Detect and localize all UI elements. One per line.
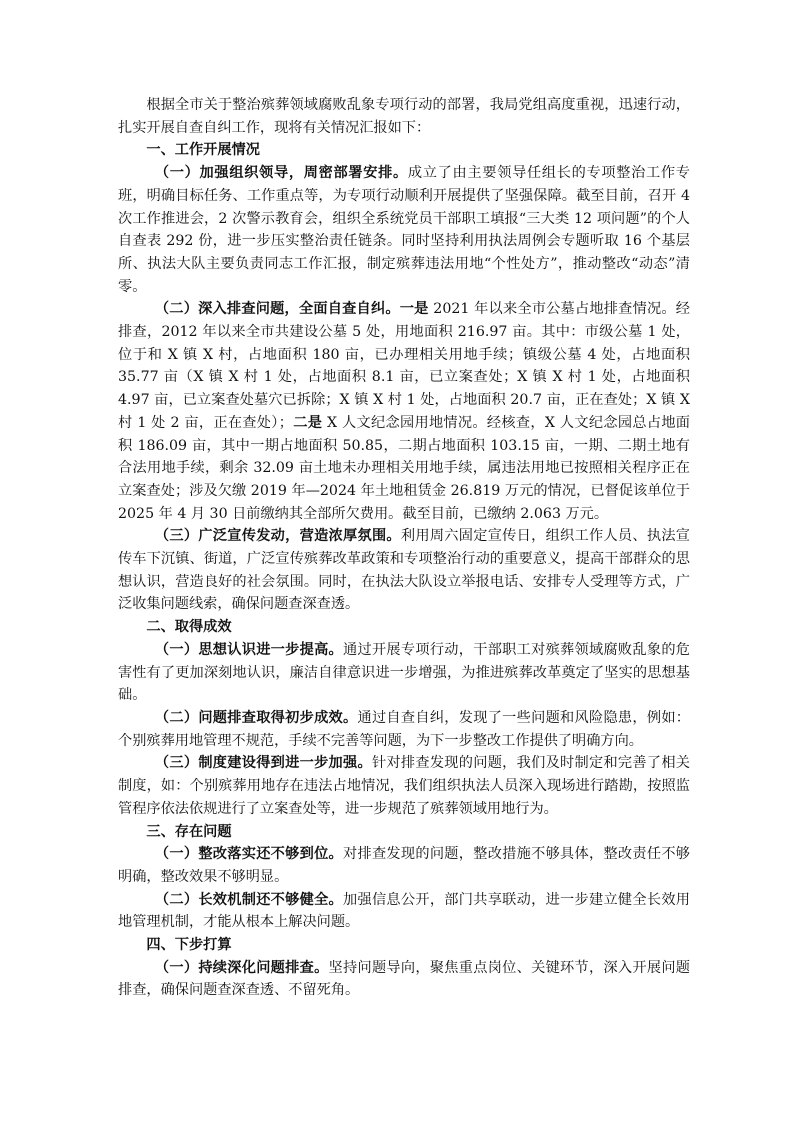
paragraph-body: 通过开展专项行动，干部职工对殡葬领域腐败乱象的危害性有了更加深刻地认识，廉洁自律意识进一步增强，为推进殡葬改革奠定了坚实的思想基础。 (118, 641, 690, 704)
subheading: （三）制度建设得到进一步加强。 (154, 755, 372, 772)
section-heading-1: 一、工作开展情况 (146, 142, 260, 159)
section-heading-3: 三、存在问题 (146, 823, 232, 840)
subheading: （一）整改落实还不够到位。 (154, 846, 344, 863)
subheading: （三）广泛宣传发动，营造浓厚氛围。 (154, 528, 401, 545)
paragraph-body: 加强信息公开，部门共享联动，进一步建立健全长效用地管理机制，才能从根本上解决问题。 (118, 891, 690, 931)
paragraph-body: 2021 年以来全市公墓占地排查情况。经排查，2012 年以来全市共建设公墓 5 处，用地面积 216.97 亩。其中：市级公墓 1 处，位于和 X 镇 X 村，占地面积 180 亩，已办理相关用地手续；镇级公墓 4 处，占地面积 35.77 亩（X 镇 X 村 1 处，占地面积 8.1 亩，已立案查处；X 镇 X 村 1 处，占地面积 4.97 亩，已立案查处墓穴已拆除；X 镇 X 村 1 处，占地面积 20.7 亩，正在查处；X 镇 X 村 1 处 2 亩，正在查处）； (118, 301, 690, 431)
section-heading-2: 二、取得成效 (146, 619, 232, 636)
subheading: （二）深入排查问题，全面自查自纠。 (154, 301, 400, 318)
paragraph-body: X 人文纪念园用地情况。经核查，X 人文纪念园总占地面积 186.09 亩，其中一期占地面积 50.85，二期占地面积 103.15 亩，一期、二期土地有合法用地手续，剩余 32.09 亩土地未办理相关用地手续，属违法用地已按照相关程序正在立案查处；涉及欠缴 2019 年—2024 年土地租赁金 26.819 万元的情况，已督促该单位于 2025 年 4 月 30 日前缴纳其全部所欠费用。截至目前，已缴纳 2.063 万元。 (118, 414, 690, 522)
paragraph-1-3 (118, 525, 690, 616)
subheading: （二）问题排查取得初步成效。 (154, 709, 358, 726)
paragraph-2-1 (118, 639, 690, 707)
subheading: （一）持续深化问题排查。 (154, 959, 329, 976)
paragraph-2-3 (118, 752, 690, 820)
document-page (118, 94, 690, 1002)
paragraph-body: 通过自查自纠，发现了一些问题和风险隐患，例如：个别殡葬用地管理不规范，手续不完善等问题，为下一步整改工作提供了明确方向。 (118, 709, 690, 749)
paragraph-1-2 (118, 298, 690, 525)
subheading: （二）长效机制还不够健全。 (154, 891, 344, 908)
paragraph-1-1 (118, 162, 690, 298)
lead-word: 一是 (399, 301, 429, 318)
paragraph-body: 针对排查发现的问题，我们及时制定和完善了相关制度，如：个别殡葬用地存在违法占地情况，我们组织执法人员深入现场进行踏勘，按照监管程序依法依规进行了立案查处等，进一步规范了殡葬领域用地行为。 (118, 755, 690, 817)
subheading: （一）思想认识进一步提高。 (154, 641, 344, 658)
paragraph-4-1 (118, 957, 690, 1002)
paragraph-body: 坚持问题导向，聚焦重点岗位、关键环节，深入开展问题排查，确保问题查深查透、不留死角。 (118, 959, 690, 999)
paragraph-3-1 (118, 843, 690, 888)
paragraph-3-2 (118, 889, 690, 934)
paragraph-2-2 (118, 707, 690, 752)
section-heading-4: 四、下步打算 (146, 937, 232, 954)
paragraph-body: 对排查发现的问题，整改措施不够具体，整改责任不够明确，整改效果不够明显。 (118, 846, 690, 885)
paragraph-body: 利用周六固定宣传日，组织工作人员、执法宣传车下沉镇、街道，广泛宣传殡葬改革政策和专项整治行动的重要意义，提高干部群众的思想认识，营造良好的社会氛围。同时，在执法大队设立举报电话、安排专人受理等方式，广泛收集问题线索，确保问题查深查透。 (118, 528, 690, 613)
subheading: （一）加强组织领导，周密部署安排。 (154, 165, 408, 182)
intro-paragraph: 根据全市关于整治殡葬领域腐败乱象专项行动的部署，我局党组高度重视，迅速行动，扎实开展自查自纠工作，现将有关情况汇报如下： (118, 97, 690, 136)
paragraph-body: 成立了由主要领导任组长的专项整治工作专班，明确目标任务、工作重点等，为专项行动顺利开展提供了坚强保障。截至目前，召开 4 次工作推进会，2 次警示教育会，组织全系统党员干部职工填报“三大类 12 项问题”的个人自查表 292 份，进一步压实整治责任链条。同时坚持利用执法周例会专题听取 16 个基层所、执法大队主要负责同志工作汇报，制定殡葬违法用地“个性处方”，推动整改“动态”清零。 (118, 165, 690, 295)
lead-word: 二是 (292, 414, 323, 431)
